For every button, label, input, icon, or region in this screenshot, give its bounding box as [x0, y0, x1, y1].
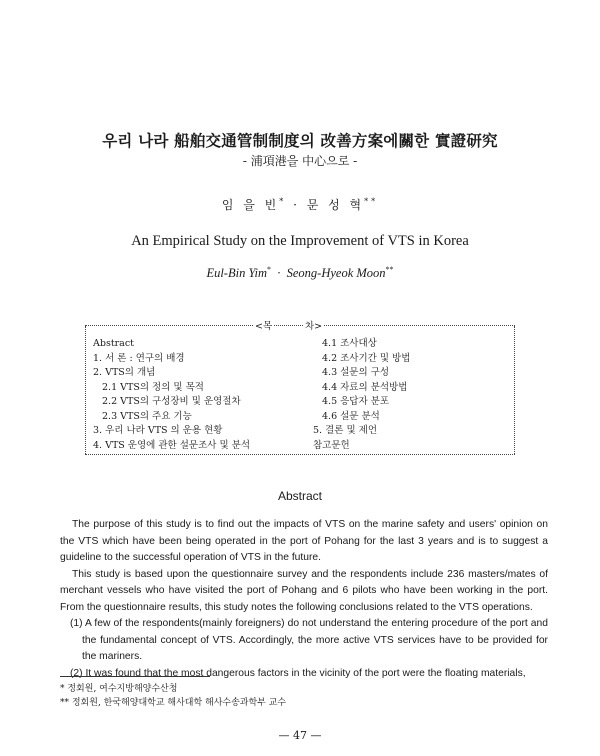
paper-title-korean: 우리 나라 船舶交通管制制度의 改善方案에關한 實證研究: [102, 131, 498, 150]
author1-en-mark: *: [266, 264, 271, 274]
abstract-paragraph: The purpose of this study is to find out the impacts of VTS on the marine safety and users' opinion on the VTS which have been being operated in the port of Pohang for the last 3 years and is to suggest a guideline to the successful operation of VTS in the future.: [60, 519, 548, 563]
conclusion-item: (2) It was found that the most dangerous factors in the vicinity of the port were the floating materials,: [70, 667, 526, 679]
author-en-separator: ·: [277, 266, 281, 280]
author1-korean: 임 을 빈: [221, 198, 280, 212]
toc-item: 4.4 자료의 분석방법: [322, 381, 408, 393]
toc-item: 2.3 VTS의 주요 기능: [102, 410, 192, 422]
toc-item: 2.2 VTS의 구성장비 및 운영절차: [102, 396, 241, 407]
toc-item: 4.3 설문의 구성: [322, 367, 390, 378]
abstract-paragraph: This study is based upon the questionnaire survey and the respondents include 236 masters/mates of merchant vessels who have visited the port of Pohang and 6 pilots who have been working in the port. From the questionnaire results, this study notes the following conclusions related to the VTS operations.: [60, 568, 548, 613]
abstract-heading: Abstract: [277, 489, 322, 503]
footnote-rule: [60, 676, 210, 677]
author2-en-mark: **: [385, 264, 394, 274]
paper-title-english: An Empirical Study on the Improvement of VTS in Korea: [131, 233, 469, 249]
toc-label-left: <목: [253, 318, 274, 332]
abstract-body: [60, 517, 548, 682]
toc-left-column: [93, 337, 250, 453]
conclusion-item: (1) A few of the respondents(mainly foreigners) do not understand the entering procedure of the port and the fundamental concept of VTS. Accordingly, the more active VTS services have to be provided for the mariners.: [70, 618, 548, 662]
table-of-contents: [85, 321, 515, 455]
toc-right-column: [313, 337, 410, 453]
page-number: — 47 —: [278, 729, 322, 742]
toc-item: 참고문헌: [313, 439, 350, 451]
author2-english: Seong-Hyeok Moon: [286, 266, 386, 280]
footnote-1: * 정회원, 여수지방해양수산청: [60, 684, 178, 694]
toc-item: Abstract: [93, 338, 134, 349]
toc-item: 4.6 설문 분석: [322, 410, 380, 422]
author1-english: Eul-Bin Yim: [206, 266, 267, 280]
authors-english: [0, 266, 600, 281]
author2-korean: 문 성 혁: [306, 198, 365, 212]
footnote-2: ** 정회원, 한국해양대학교 해사대학 해사수송과학부 교수: [60, 698, 287, 708]
toc-label-right: 차>: [303, 318, 324, 332]
toc-item: 5. 결론 및 제언: [313, 425, 378, 436]
toc-item: 4.2 조사기간 및 방법: [322, 352, 411, 364]
toc-item: 4.1 조사대상: [322, 338, 377, 349]
toc-item: 3. 우리 나라 VTS 의 운용 현황: [93, 425, 223, 436]
author-separator: ·: [293, 198, 300, 212]
author1-mark: *: [279, 197, 287, 206]
authors-korean: [0, 196, 600, 213]
toc-item: 4.5 응답자 분포: [322, 396, 390, 407]
toc-border-right: [514, 326, 515, 454]
toc-item: 2.1 VTS의 정의 및 목적: [102, 381, 204, 393]
toc-item: 2. VTS의 개념: [93, 367, 156, 378]
toc-item: 1. 서 론 : 연구의 배경: [93, 352, 185, 364]
toc-border-left: [85, 326, 86, 454]
paper-subtitle-korean: - 浦項港을 中心으로 -: [242, 154, 358, 168]
toc-item: 4. VTS 운영에 관한 설문조사 및 분석: [93, 439, 251, 451]
author2-mark: **: [364, 197, 379, 206]
